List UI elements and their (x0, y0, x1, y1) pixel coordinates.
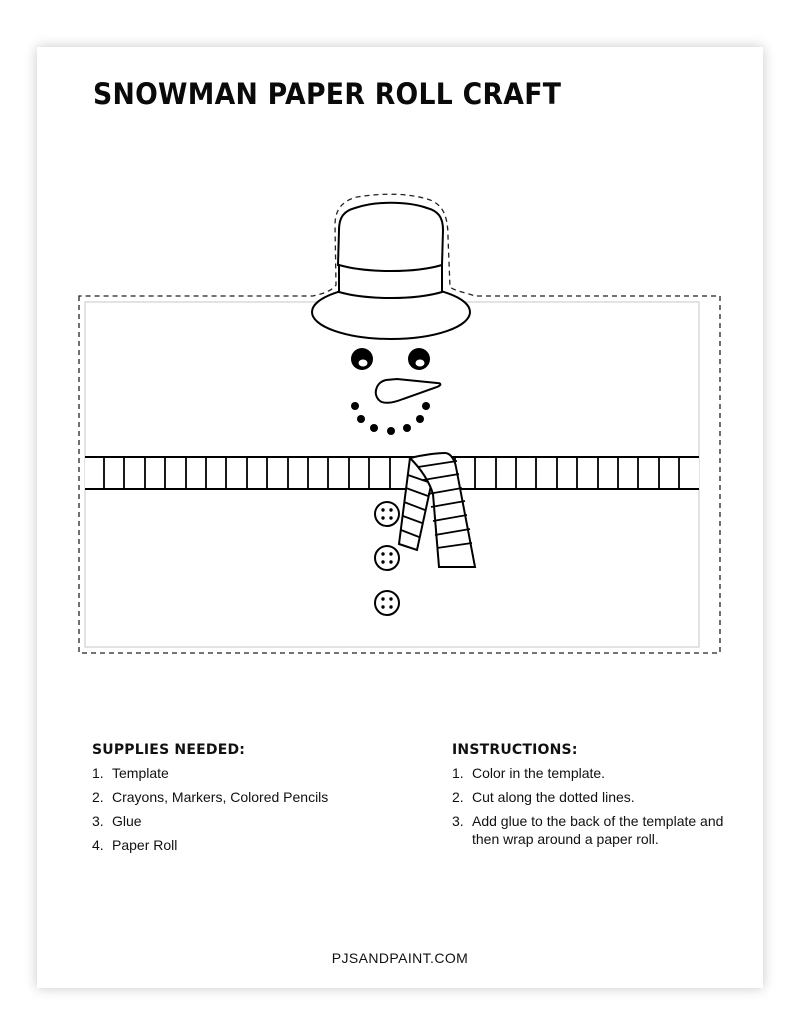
snowman-template (37, 47, 763, 687)
top-hat (312, 203, 470, 339)
supplies-list (92, 764, 392, 854)
instructions-list (452, 764, 752, 848)
buttons (375, 502, 399, 615)
scarf-band (85, 457, 699, 489)
eyes (351, 348, 430, 370)
supplies-section (92, 742, 392, 860)
list-item: 3. Add glue to the back of the template and then wrap around a paper roll. (452, 813, 724, 847)
list-item: 1. Template (92, 765, 169, 781)
list-item: 1. Color in the template. (452, 765, 606, 781)
list-item: 4. Paper Roll (92, 837, 178, 853)
printable-page (37, 47, 763, 988)
carrot-nose (376, 379, 441, 403)
instructions-heading: INSTRUCTIONS: (452, 742, 578, 758)
dot-mouth (351, 402, 430, 435)
list-item: 3. Glue (92, 813, 142, 829)
button-3 (375, 591, 399, 615)
button-2 (375, 546, 399, 570)
button-1 (375, 502, 399, 526)
list-item: 2. Cut along the dotted lines. (452, 789, 635, 805)
page-title: SNOWMAN PAPER ROLL CRAFT (93, 77, 562, 111)
site-footer: PJSANDPAINT.COM (331, 950, 469, 966)
supplies-heading: SUPPLIES NEEDED: (92, 742, 246, 758)
list-item: 2. Crayons, Markers, Colored Pencils (92, 789, 329, 805)
instructions-section (452, 742, 752, 854)
